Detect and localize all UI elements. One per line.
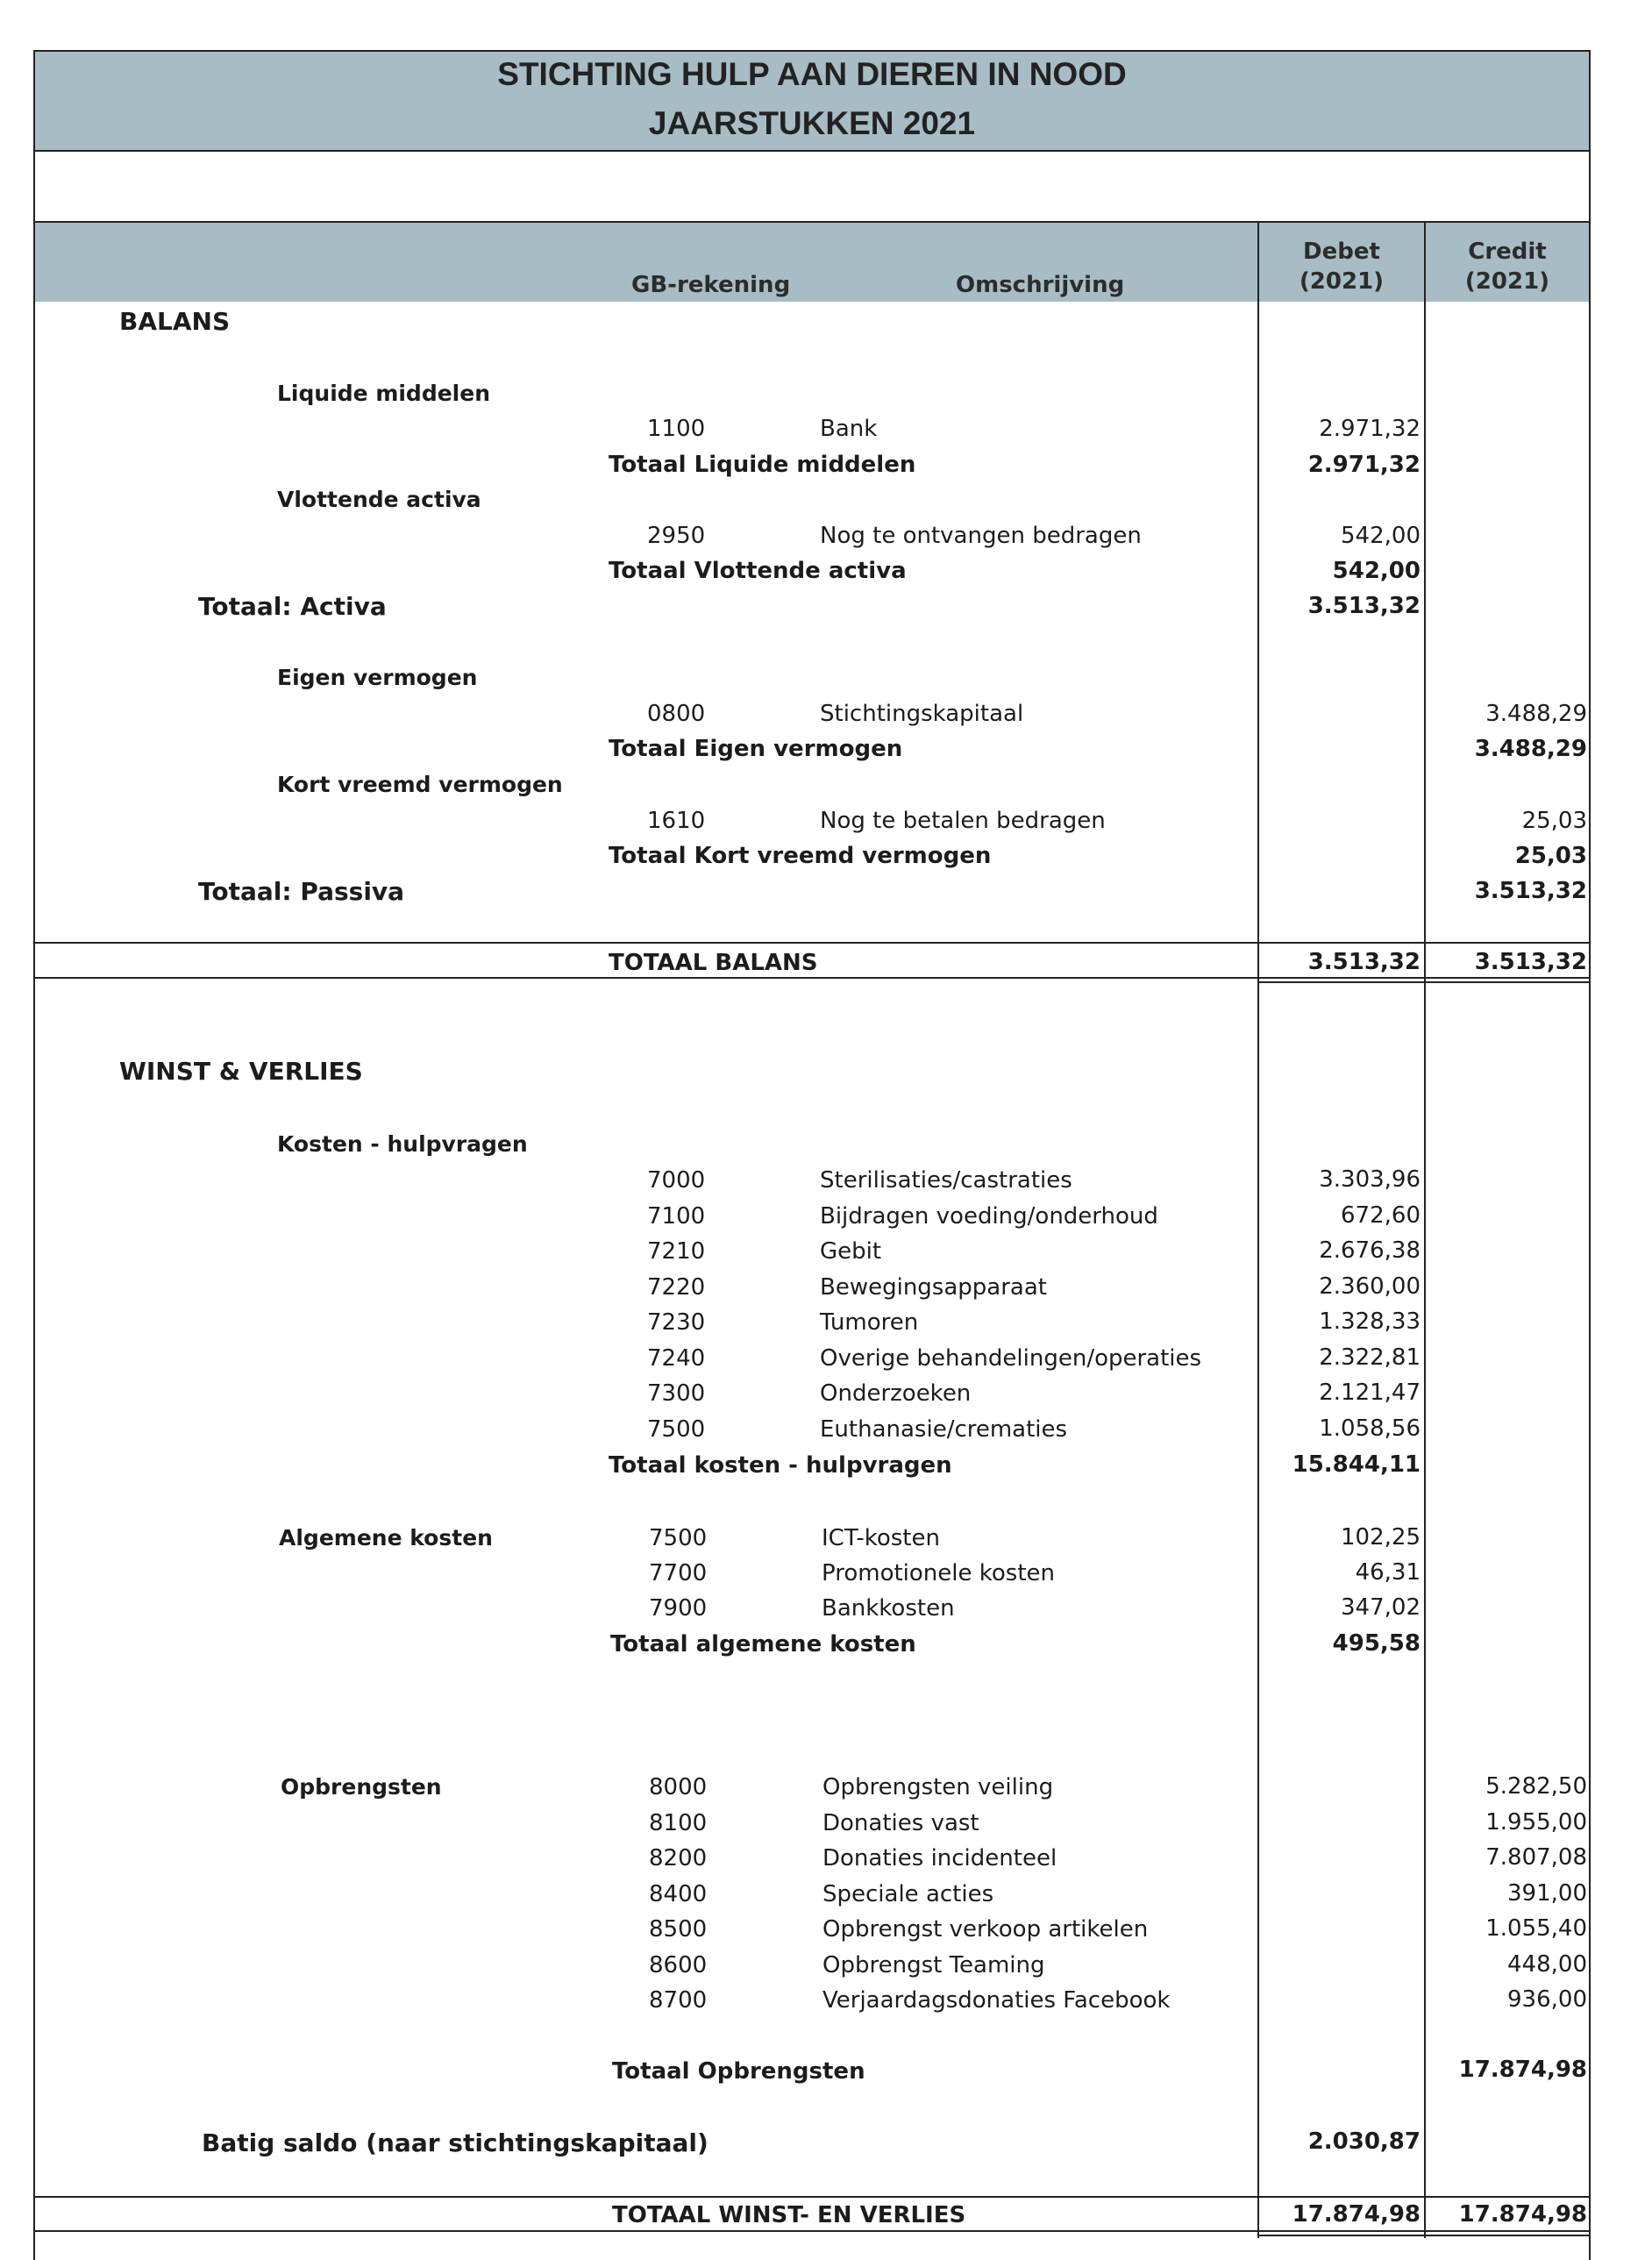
subtotal-label: Totaal Liquide middelen	[609, 452, 916, 478]
subtotal-label: Totaal kosten - hulpvragen	[609, 1452, 952, 1479]
credit-column-left-line	[1424, 221, 1426, 2238]
account-description: Opbrengst Teaming	[822, 1951, 1045, 1978]
account-code: 7500	[649, 1525, 708, 1551]
account-description: Euthanasie/crematies	[820, 1415, 1068, 1443]
subtotal-label: Totaal algemene kosten	[610, 1631, 916, 1658]
col-header-credit-year: (2021)	[1464, 268, 1550, 295]
account-description: Donaties vast	[822, 1809, 979, 1836]
total-passiva-amount: 3.513,32	[1474, 878, 1587, 904]
account-code: 7500	[647, 1415, 706, 1443]
totaal-balans-label: TOTAAL BALANS	[609, 950, 818, 976]
debet-amount: 347,02	[1341, 1594, 1421, 1621]
totaal-balans-double-line	[1259, 981, 1591, 983]
group-label: Kort vreemd vermogen	[277, 772, 563, 797]
account-description: Gebit	[820, 1238, 882, 1265]
group-label: Liquide middelen	[277, 381, 491, 406]
account-description: Onderzoeken	[820, 1380, 972, 1407]
account-code: 8500	[649, 1916, 708, 1943]
totaal-wv-bottom-line	[33, 2230, 1591, 2232]
account-description: Donaties incidenteel	[822, 1845, 1057, 1871]
account-description: Stichtingskapitaal	[820, 701, 1024, 727]
account-code: 1610	[647, 808, 706, 834]
account-description: Speciale acties	[822, 1880, 994, 1907]
account-description: Nog te betalen bedragen	[820, 808, 1106, 834]
total-activa-label: Totaal: Activa	[198, 592, 387, 621]
account-code: 7220	[647, 1273, 706, 1301]
col-header-debet: Debet	[1303, 239, 1380, 265]
account-code: 7900	[649, 1595, 708, 1622]
totaal-balans-credit: 3.513,32	[1474, 949, 1587, 975]
subtotal-amount: 17.874,98	[1458, 2057, 1587, 2083]
debet-amount: 3.303,96	[1319, 1166, 1421, 1193]
credit-amount: 7.807,08	[1485, 1844, 1587, 1871]
subtotal-amount: 3.488,29	[1474, 736, 1587, 762]
debet-amount: 2.121,47	[1319, 1380, 1421, 1406]
account-code: 8400	[649, 1880, 708, 1907]
col-header-debet-year: (2021)	[1299, 268, 1385, 295]
subtotal-label: Totaal Eigen vermogen	[609, 736, 903, 762]
totaal-wv-debet: 17.874,98	[1292, 2201, 1421, 2228]
account-description: Nog te ontvangen bedragen	[820, 523, 1142, 549]
debet-amount: 2.676,38	[1319, 1237, 1421, 1264]
account-description: Verjaardagsdonaties Facebook	[822, 1987, 1171, 2014]
group-label: Eigen vermogen	[277, 665, 478, 690]
subtotal-amount: 2.971,32	[1307, 452, 1421, 478]
col-header-credit: Credit	[1468, 239, 1547, 265]
totaal-wv-double-line	[1259, 2235, 1591, 2236]
account-description: Opbrengsten veiling	[822, 1774, 1054, 1800]
account-description: Opbrengst verkoop artikelen	[822, 1916, 1149, 1943]
account-description: Bankkosten	[822, 1595, 955, 1622]
wv-heading: WINST & VERLIES	[119, 1057, 363, 1086]
col-header-gb: GB-rekening	[631, 272, 791, 298]
account-code: 8600	[649, 1951, 708, 1978]
account-description: Bank	[820, 416, 878, 442]
subtotal-label: Totaal Opbrengsten	[612, 2058, 865, 2085]
credit-amount: 3.488,29	[1485, 701, 1587, 727]
group-label: Kosten - hulpvragen	[277, 1131, 528, 1157]
account-code: 7300	[647, 1380, 706, 1407]
total-passiva-label: Totaal: Passiva	[198, 877, 405, 906]
account-description: Bijdragen voeding/onderhoud	[820, 1202, 1158, 1230]
debet-amount: 1.328,33	[1319, 1308, 1421, 1335]
account-description: Sterilisaties/castraties	[820, 1167, 1072, 1194]
totaal-wv-label: TOTAAL WINST- EN VERLIES	[612, 2202, 966, 2228]
credit-amount: 1.055,40	[1485, 1915, 1587, 1942]
credit-amount: 5.282,50	[1485, 1773, 1587, 1800]
subtotal-amount: 25,03	[1514, 843, 1587, 869]
subtotal-amount: 542,00	[1332, 558, 1421, 584]
debet-amount: 1.058,56	[1319, 1415, 1421, 1442]
account-code: 8700	[649, 1987, 708, 2014]
batig-saldo-amount: 2.030,87	[1307, 2128, 1421, 2155]
report-frame	[33, 50, 1591, 2260]
subtotal-label: Totaal Kort vreemd vermogen	[609, 843, 992, 869]
account-code: 8000	[649, 1774, 708, 1800]
group-label: Algemene kosten	[279, 1525, 493, 1551]
account-description: Tumoren	[820, 1309, 919, 1336]
title-divider	[33, 150, 1591, 152]
totaal-balans-bottom-line	[33, 977, 1591, 979]
account-code: 0800	[647, 701, 706, 727]
batig-saldo-label: Batig saldo (naar stichtingskapitaal)	[202, 2128, 709, 2157]
account-code: 1100	[647, 416, 706, 442]
totaal-wv-top-line	[33, 2196, 1591, 2198]
credit-amount: 25,03	[1521, 808, 1587, 834]
group-label: Vlottende activa	[277, 487, 481, 512]
report-subtitle: JAARSTUKKEN 2021	[648, 105, 976, 141]
account-code: 7000	[647, 1167, 706, 1194]
credit-amount: 936,00	[1507, 1986, 1587, 2013]
subtotal-amount: 495,58	[1332, 1630, 1421, 1657]
account-code: 8100	[649, 1809, 708, 1836]
subtotal-amount: 15.844,11	[1292, 1451, 1421, 1478]
credit-amount: 391,00	[1507, 1879, 1587, 1907]
debet-amount: 2.322,81	[1319, 1344, 1421, 1371]
account-code: 2950	[647, 523, 706, 549]
debet-amount: 102,25	[1341, 1524, 1421, 1551]
col-header-omschrijving: Omschrijving	[956, 272, 1125, 298]
account-description: ICT-kosten	[822, 1525, 940, 1551]
credit-amount: 448,00	[1507, 1950, 1587, 1978]
total-activa-amount: 3.513,32	[1307, 593, 1421, 619]
report-title: STICHTING HULP AAN DIEREN IN NOOD	[497, 56, 1127, 92]
account-code: 7700	[649, 1560, 708, 1586]
totaal-balans-top-line	[33, 942, 1591, 944]
account-code: 7210	[647, 1238, 706, 1265]
group-label: Opbrengsten	[281, 1774, 442, 1800]
account-description: Overige behandelingen/operaties	[820, 1344, 1202, 1372]
account-code: 7230	[647, 1309, 706, 1336]
balans-heading: BALANS	[119, 307, 231, 336]
account-code: 8200	[649, 1845, 708, 1871]
credit-amount: 1.955,00	[1485, 1808, 1587, 1836]
debet-amount: 46,31	[1355, 1559, 1421, 1586]
subtotal-label: Totaal Vlottende activa	[609, 558, 907, 584]
debet-amount: 2.360,00	[1319, 1273, 1421, 1300]
account-description: Bewegingsapparaat	[820, 1273, 1047, 1301]
debet-amount: 542,00	[1341, 523, 1421, 549]
debet-amount: 672,60	[1341, 1201, 1421, 1229]
totaal-wv-credit: 17.874,98	[1458, 2201, 1587, 2228]
debet-column-left-line	[1257, 221, 1259, 2238]
totaal-balans-debet: 3.513,32	[1307, 949, 1421, 975]
account-description: Promotionele kosten	[822, 1560, 1056, 1586]
debet-amount: 2.971,32	[1319, 416, 1421, 442]
account-code: 7100	[647, 1202, 706, 1230]
account-code: 7240	[647, 1344, 706, 1372]
